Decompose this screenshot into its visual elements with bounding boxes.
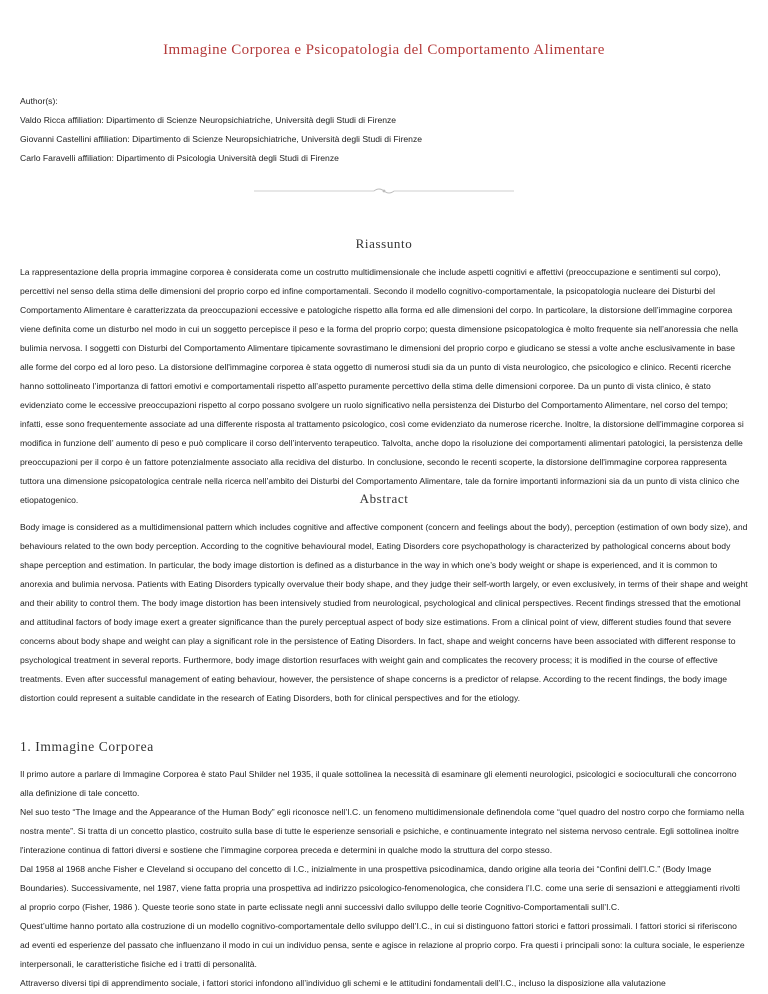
body-paragraph: Il primo autore a parlare di Immagine Corporea è stato Paul Shilder nel 1935, il quale sottolinea la necessità di esaminare gli elementi neurologici, psicologici e socioculturali che concorrono alla definizione di tale concetto. [20, 769, 737, 798]
author-block [20, 92, 748, 168]
author-entry: Giovanni Castellini affiliation: Dipartimento di Scienze Neuropsichiatriche, Università degli Studi di Firenze [20, 134, 423, 144]
body-paragraph: Quest’ultime hanno portato alla costruzione di un modello cognitivo-comportamentale dello sviluppo dell’I.C., in cui si distinguono fattori storici e fattori prossimali. I fattori storici si riferiscono ad eventi ed esperienze del passato che influenzano il modo in cui un individuo pensa, sente e agisce in relazione al proprio corpo. Fra questi i principali sono: la cultura sociale, le esperienze interpersonali, le caratteristiche fisiche ed i tratti di personalità. [20, 921, 745, 969]
author-entry: Carlo Faravelli affiliation: Dipartimento di Psicologia Università degli Studi di Firenze [20, 153, 339, 163]
authors-label: Author(s): [20, 96, 58, 106]
body-paragraph: Nel suo testo “The Image and the Appearance of the Human Body” egli riconosce nell’I.C. un fenomeno multidimensionale definendola come “quel quadro del nostro corpo che formiamo nella nostra mente”. Si tratta di un concetto plastico, costruito sulla base di tutte le esperienze sensoriali e psichiche, e continuamente integrato nel sistema nervoso centrale. Egli sottolinea inoltre l'interazione continua di fattori diversi e sostiene che l'immagine corporea preceda e determini in qualche modo la struttura del corpo stesso. [20, 807, 745, 855]
riassunto-text: La rappresentazione della propria immagine corporea è considerata come un costrutto multidimensionale che include aspetti cognitivi e affettivi (preoccupazione e sentimenti sul corpo), percettivi nel senso della stima delle dimensioni del proprio corpo ed infine comportamentali. Secondo il modello cognitivo-comportamentale, la psicopatologia nucleare dei Disturbi del Comportamento Alimentare è caratterizzata da preoccupazioni eccessive e patologiche rispetto alla forma ed alle dimensioni del corpo. In particolare, la distorsione dell’immagine corporea viene definita come un disturbo nel modo in cui un soggetto percepisce il peso e la forma del proprio corpo; questa dimensione psicopatologica è molto frequente sia nell’anoressia che nella bulimia nervosa. I soggetti con Disturbi del Comportamento Alimentare tipicamente sovrastimano le dimensioni del proprio corpo e giudicano se stessi a volte anche esclusivamente in base alle forme del corpo ed al loro peso. La distorsione dell'immagine corporea è stata oggetto di numerosi studi sia da un punto di vista neurologico, che psicologico e clinico. Recenti ricerche hanno sottolineato l’importanza di fattori emotivi e comportamentali rispetto all’aspetto puramente percettivo della stima delle dimensioni corporee. Da un punto di vista clinico, è stato evidenziato come le eccessive preoccupazioni rispetto al corpo possano svolgere un ruolo significativo nella persistenza dei Disturbo del Comportamento Alimentare, nel corso del tempo; infatti, esse sono frequentemente associate ad una differente risposta al trattamento psicologico, così come evidenziato da numerose ricerche. Inoltre, la distorsione dell'immagine corporea si modifica in funzione dell’ aumento di peso e può complicare il corso dell’intervento terapeutico. Talvolta, anche dopo la risoluzione dei comportamenti alimentari patologici, la persistenza delle preoccupazioni per il corpo è un fattore potenzialmente associato alla recidiva del disturbo. In conclusione, secondo le recenti scoperte, la distorsione dell'immagine corporea rappresenta tuttora una dimensione psicopatologica centrale nella ricerca nell’ambito dei Disturbi del Comportamento Alimentare, tale da fornire importanti informazioni sia da un punto di vista clinico che etiopatogenico. [20, 267, 744, 505]
riassunto-heading: Riassunto [355, 236, 413, 251]
ornament-divider-icon [254, 187, 514, 195]
paper-title: Immagine Corporea e Psicopatologia del Comportamento Alimentare [163, 42, 605, 58]
section-1-heading: 1. Immagine Corporea [20, 739, 154, 754]
section-1-body [20, 765, 748, 993]
author-entry: Valdo Ricca affiliation: Dipartimento di Scienze Neuropsichiatriche, Università degli Studi di Firenze [20, 115, 397, 125]
body-paragraph: Dal 1958 al 1968 anche Fisher e Cleveland si occupano del concetto di I.C., inizialmente in una prospettiva psicodinamica, dando origine alla teoria dei “Confini dell’I.C.” (Body Image Boundaries). Successivamente, nel 1987, viene fatta propria una prospettiva ad indirizzo psicologico-fenomenologica, che considera l’I.C. come una serie di sensazioni e atteggiamenti rivolti al proprio corpo (Fisher, 1986 ). Queste teorie sono state in parte eclissate negli anni successivi dallo sviluppo delle teorie Cognitivo-Comportamentali sull’I.C. [20, 864, 740, 912]
abstract-text: Body image is considered as a multidimensional pattern which includes cognitive and affective component (concern and feelings about the body), perception (estimation of own body size), and behaviours related to the own body perception. According to the cognitive behavioural model, Eating Disorders core psychopathology is characterized by pathological concerns about body shape perception and estimation. In particular, the body image distortion is defined as a disturbance in the way in which one’s body weight or shape is experienced, and it is common to anorexia and bulimia nervosa. Patients with Eating Disorders typically overvalue their body shape, and they judge their self-worth largely, or even exclusively, in terms of their shape and weight and their ability to control them. The body image distortion has been intensively studied from neurological, psychological and clinical perspectives. Recent findings stressed that the emotional and attitudinal factors of body image exert a greater significance than the purely perceptual aspect of body size estimations. From a clinical point of view, different studies found that severe concerns about body shape and weight can play a significant role in the persistence of Eating Disorders. In fact, shape and weight concerns have been associated with different response to psychological treatment in several reports. Furthermore, body image distortion resurfaces with weight gain and complicates the recovery process; it is modified in the course of effective treatments. Even after successful management of eating behaviour, however, the persistence of shape concerns is a predictor of relapse. According to the recent findings, the body image distortion could represent a suitable candidate in the research of Eating Disorders, both for clinical perspectives and for the etiology. [20, 522, 748, 703]
body-paragraph: Attraverso diversi tipi di apprendimento sociale, i fattori storici infondono all’individuo gli schemi e le attitudini fondamentali dell’I.C., incluso la disposizione alla valutazione [20, 978, 666, 988]
abstract-heading: Abstract [359, 491, 409, 506]
